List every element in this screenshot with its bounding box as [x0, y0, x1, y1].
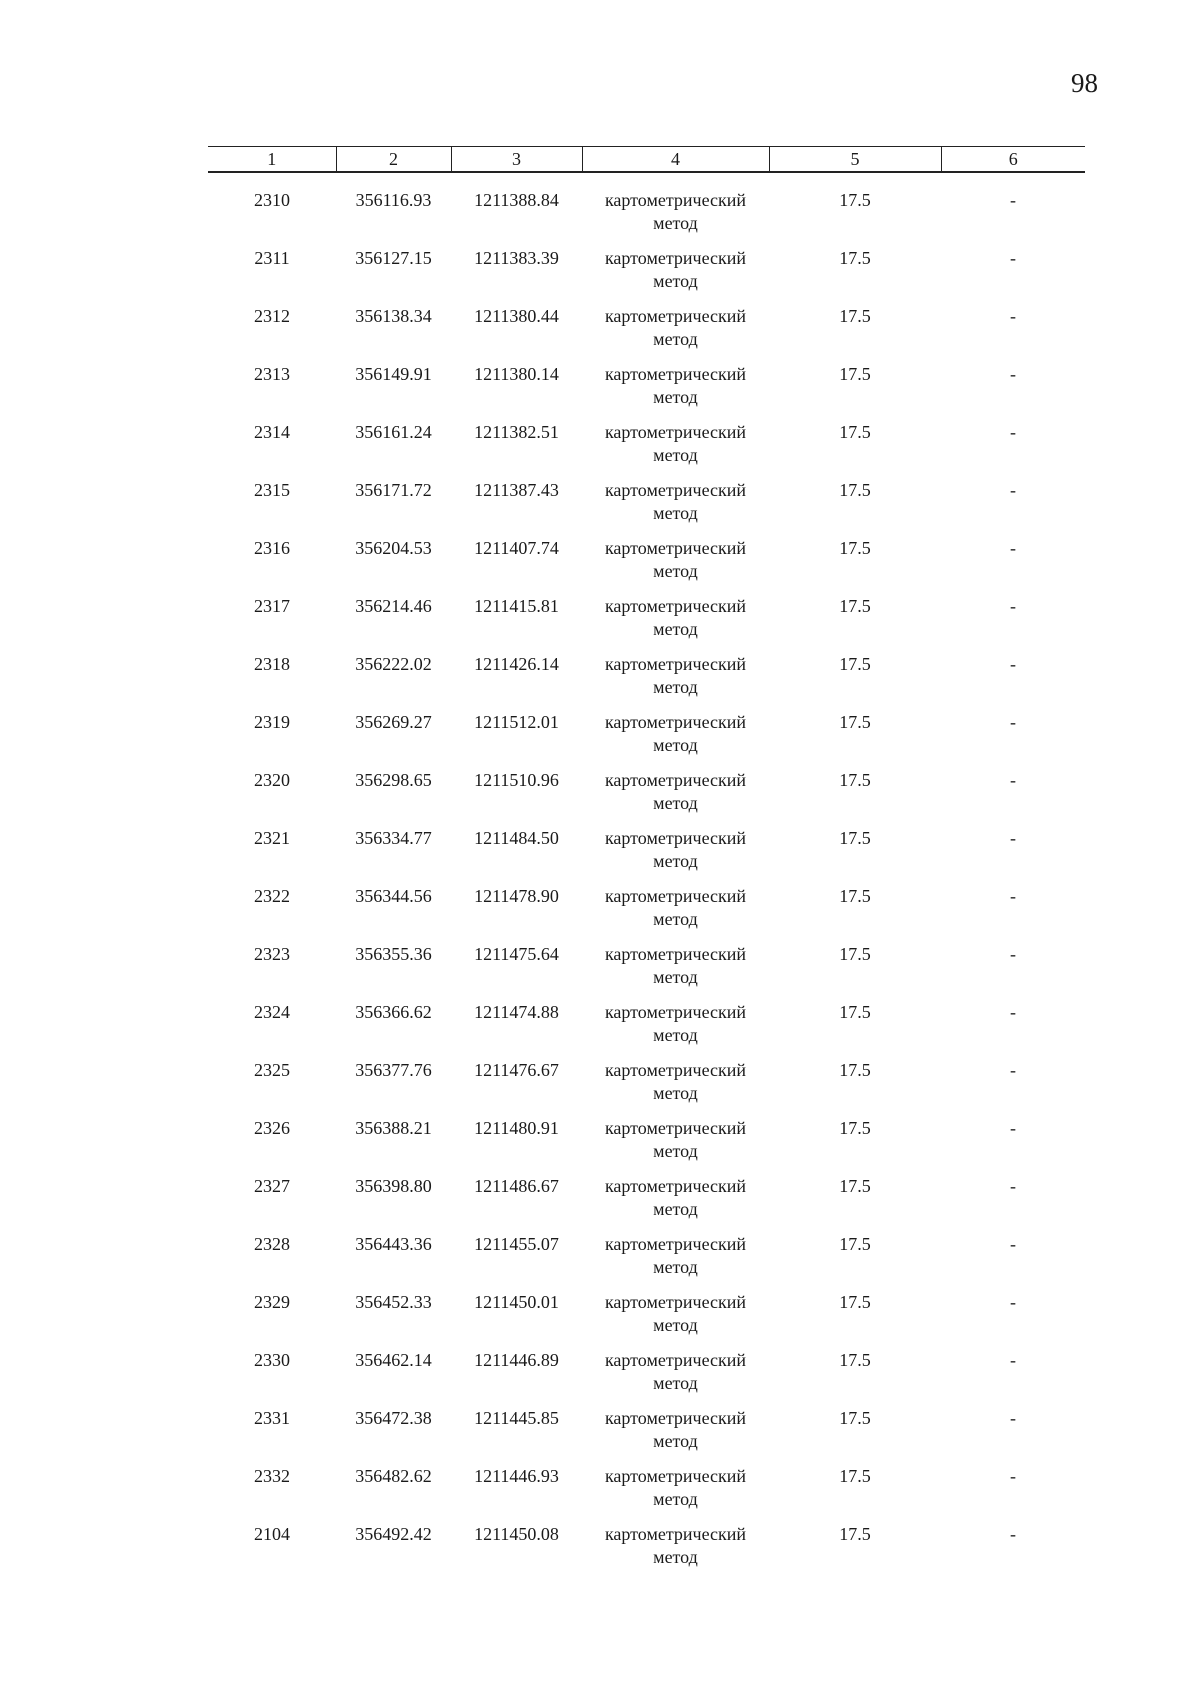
table-row [208, 1001, 1085, 1059]
method-line-1: картометрический [604, 1002, 747, 1022]
method-cell [582, 1175, 769, 1233]
method-line-1: картометрический [604, 190, 747, 210]
method-line-2: метод [653, 793, 698, 813]
x-coordinate-cell: 356482.62 [355, 1466, 432, 1486]
y-coordinate-cell: 1211455.07 [474, 1234, 559, 1254]
coordinates-table [208, 146, 1085, 1581]
method-line-2: метод [653, 561, 698, 581]
method-line-2: метод [653, 213, 698, 233]
method-line-1: картометрический [604, 248, 747, 268]
method-line-2: метод [653, 329, 698, 349]
table-row [208, 247, 1085, 305]
method-line-1: картометрический [604, 886, 747, 906]
accuracy-cell: 17.5 [839, 944, 871, 964]
y-coordinate-cell: 1211478.90 [474, 886, 559, 906]
x-coordinate-cell: 356366.62 [355, 1002, 432, 1022]
table-row [208, 1523, 1085, 1581]
method-line-1: картометрический [604, 1292, 747, 1312]
note-cell: - [1010, 1234, 1016, 1254]
table-row [208, 1465, 1085, 1523]
table-row [208, 653, 1085, 711]
table-row [208, 943, 1085, 1001]
method-line-2: метод [653, 1431, 698, 1451]
point-id-cell: 2331 [254, 1408, 290, 1428]
point-id-cell: 2320 [254, 770, 290, 790]
method-line-2: метод [653, 271, 698, 291]
point-id-cell: 2319 [254, 712, 290, 732]
table-row [208, 421, 1085, 479]
y-coordinate-cell: 1211512.01 [474, 712, 559, 732]
x-coordinate-cell: 356344.56 [355, 886, 432, 906]
x-coordinate-cell: 356138.34 [355, 306, 432, 326]
y-coordinate-cell: 1211475.64 [474, 944, 559, 964]
accuracy-cell: 17.5 [839, 1234, 871, 1254]
accuracy-cell: 17.5 [839, 538, 871, 558]
point-id-cell: 2310 [254, 190, 290, 210]
y-coordinate-cell: 1211426.14 [474, 654, 559, 674]
method-cell [582, 305, 769, 363]
method-line-1: картометрический [604, 1350, 747, 1370]
method-line-1: картометрический [604, 1408, 747, 1428]
point-id-cell: 2323 [254, 944, 290, 964]
accuracy-cell: 17.5 [839, 654, 871, 674]
table-row [208, 479, 1085, 537]
table-row [208, 1291, 1085, 1349]
method-line-1: картометрический [604, 712, 747, 732]
x-coordinate-cell: 356204.53 [355, 538, 432, 558]
x-coordinate-cell: 356443.36 [355, 1234, 432, 1254]
method-cell [582, 1465, 769, 1523]
table-row [208, 711, 1085, 769]
accuracy-cell: 17.5 [839, 1292, 871, 1312]
method-cell [582, 1523, 769, 1581]
method-line-1: картометрический [604, 480, 747, 500]
note-cell: - [1010, 1002, 1016, 1022]
method-line-1: картометрический [604, 1118, 747, 1138]
x-coordinate-cell: 356127.15 [355, 248, 432, 268]
method-line-1: картометрический [604, 1234, 747, 1254]
x-coordinate-cell: 356377.76 [355, 1060, 432, 1080]
note-cell: - [1010, 1350, 1016, 1370]
accuracy-cell: 17.5 [839, 480, 871, 500]
table-row [208, 1059, 1085, 1117]
note-cell: - [1010, 1118, 1016, 1138]
table-header [208, 147, 1085, 173]
accuracy-cell: 17.5 [839, 1002, 871, 1022]
accuracy-cell: 17.5 [839, 886, 871, 906]
y-coordinate-cell: 1211450.08 [474, 1524, 559, 1544]
accuracy-cell: 17.5 [839, 770, 871, 790]
page-number: 98 [1071, 68, 1098, 98]
table-row [208, 305, 1085, 363]
y-coordinate-cell: 1211446.93 [474, 1466, 559, 1486]
method-line-1: картометрический [604, 422, 747, 442]
table-row [208, 885, 1085, 943]
method-line-2: метод [653, 619, 698, 639]
method-line-2: метод [653, 1547, 698, 1567]
x-coordinate-cell: 356214.46 [355, 596, 432, 616]
x-coordinate-cell: 356355.36 [355, 944, 432, 964]
header-row [208, 147, 1085, 173]
x-coordinate-cell: 356222.02 [355, 654, 432, 674]
point-id-cell: 2318 [254, 654, 290, 674]
point-id-cell: 2317 [254, 596, 290, 616]
accuracy-cell: 17.5 [839, 364, 871, 384]
method-line-2: метод [653, 1025, 698, 1045]
note-cell: - [1010, 886, 1016, 906]
method-cell [582, 1291, 769, 1349]
method-cell [582, 1001, 769, 1059]
method-cell [582, 247, 769, 305]
method-line-2: метод [653, 909, 698, 929]
accuracy-cell: 17.5 [839, 1466, 871, 1486]
method-line-1: картометрический [604, 1466, 747, 1486]
x-coordinate-cell: 356116.93 [355, 190, 432, 210]
point-id-cell: 2329 [254, 1292, 290, 1312]
method-cell [582, 172, 769, 247]
method-line-2: метод [653, 1373, 698, 1393]
coordinates-table-container [208, 146, 1085, 1581]
method-line-1: картометрический [604, 944, 747, 964]
note-cell: - [1010, 1176, 1016, 1196]
note-cell: - [1010, 306, 1016, 326]
y-coordinate-cell: 1211445.85 [474, 1408, 559, 1428]
table-row [208, 537, 1085, 595]
method-line-1: картометрический [604, 828, 747, 848]
method-line-2: метод [653, 735, 698, 755]
method-line-1: картометрический [604, 596, 747, 616]
note-cell: - [1010, 654, 1016, 674]
column-header-6: 6 [941, 147, 1085, 173]
column-header-5: 5 [769, 147, 941, 173]
point-id-cell: 2315 [254, 480, 290, 500]
method-cell [582, 537, 769, 595]
method-cell [582, 711, 769, 769]
method-line-2: метод [653, 677, 698, 697]
note-cell: - [1010, 248, 1016, 268]
note-cell: - [1010, 422, 1016, 442]
column-header-4: 4 [582, 147, 769, 173]
method-cell [582, 1349, 769, 1407]
x-coordinate-cell: 356298.65 [355, 770, 432, 790]
point-id-cell: 2328 [254, 1234, 290, 1254]
note-cell: - [1010, 538, 1016, 558]
table-row [208, 1117, 1085, 1175]
x-coordinate-cell: 356161.24 [355, 422, 432, 442]
point-id-cell: 2322 [254, 886, 290, 906]
method-line-1: картометрический [604, 1176, 747, 1196]
note-cell: - [1010, 944, 1016, 964]
method-cell [582, 1059, 769, 1117]
y-coordinate-cell: 1211450.01 [474, 1292, 559, 1312]
y-coordinate-cell: 1211474.88 [474, 1002, 559, 1022]
accuracy-cell: 17.5 [839, 1060, 871, 1080]
point-id-cell: 2326 [254, 1118, 290, 1138]
method-cell [582, 885, 769, 943]
accuracy-cell: 17.5 [839, 1524, 871, 1544]
point-id-cell: 2330 [254, 1350, 290, 1370]
method-cell [582, 479, 769, 537]
method-line-2: метод [653, 1141, 698, 1161]
note-cell: - [1010, 364, 1016, 384]
point-id-cell: 2104 [254, 1524, 290, 1544]
x-coordinate-cell: 356462.14 [355, 1350, 432, 1370]
table-row [208, 363, 1085, 421]
accuracy-cell: 17.5 [839, 828, 871, 848]
x-coordinate-cell: 356269.27 [355, 712, 432, 732]
method-line-1: картометрический [604, 364, 747, 384]
y-coordinate-cell: 1211382.51 [474, 422, 559, 442]
method-line-1: картометрический [604, 538, 747, 558]
note-cell: - [1010, 770, 1016, 790]
note-cell: - [1010, 596, 1016, 616]
accuracy-cell: 17.5 [839, 190, 871, 210]
method-cell [582, 769, 769, 827]
point-id-cell: 2311 [254, 248, 290, 268]
column-header-2: 2 [336, 147, 451, 173]
method-cell [582, 827, 769, 885]
method-line-2: метод [653, 503, 698, 523]
y-coordinate-cell: 1211486.67 [474, 1176, 559, 1196]
accuracy-cell: 17.5 [839, 306, 871, 326]
y-coordinate-cell: 1211380.14 [474, 364, 559, 384]
note-cell: - [1010, 480, 1016, 500]
x-coordinate-cell: 356388.21 [355, 1118, 432, 1138]
x-coordinate-cell: 356171.72 [355, 480, 432, 500]
accuracy-cell: 17.5 [839, 1350, 871, 1370]
table-row [208, 1175, 1085, 1233]
y-coordinate-cell: 1211380.44 [474, 306, 559, 326]
method-cell [582, 1233, 769, 1291]
x-coordinate-cell: 356452.33 [355, 1292, 432, 1312]
point-id-cell: 2313 [254, 364, 290, 384]
point-id-cell: 2314 [254, 422, 290, 442]
method-line-2: метод [653, 1315, 698, 1335]
note-cell: - [1010, 712, 1016, 732]
note-cell: - [1010, 1524, 1016, 1544]
method-cell [582, 363, 769, 421]
point-id-cell: 2316 [254, 538, 290, 558]
method-line-1: картометрический [604, 654, 747, 674]
column-header-1: 1 [208, 147, 336, 173]
x-coordinate-cell: 356149.91 [355, 364, 432, 384]
y-coordinate-cell: 1211415.81 [474, 596, 559, 616]
table-body [208, 172, 1085, 1581]
column-header-3: 3 [451, 147, 582, 173]
y-coordinate-cell: 1211480.91 [474, 1118, 559, 1138]
y-coordinate-cell: 1211484.50 [474, 828, 559, 848]
method-cell [582, 1407, 769, 1465]
point-id-cell: 2325 [254, 1060, 290, 1080]
method-line-2: метод [653, 1199, 698, 1219]
accuracy-cell: 17.5 [839, 712, 871, 732]
method-line-1: картометрический [604, 306, 747, 326]
point-id-cell: 2327 [254, 1176, 290, 1196]
note-cell: - [1010, 1408, 1016, 1428]
table-row [208, 827, 1085, 885]
note-cell: - [1010, 1060, 1016, 1080]
accuracy-cell: 17.5 [839, 422, 871, 442]
x-coordinate-cell: 356492.42 [355, 1524, 432, 1544]
method-line-2: метод [653, 445, 698, 465]
method-line-2: метод [653, 387, 698, 407]
point-id-cell: 2324 [254, 1002, 290, 1022]
accuracy-cell: 17.5 [839, 596, 871, 616]
method-cell [582, 1117, 769, 1175]
note-cell: - [1010, 828, 1016, 848]
method-line-1: картометрический [604, 1524, 747, 1544]
y-coordinate-cell: 1211383.39 [474, 248, 559, 268]
table-row [208, 172, 1085, 247]
x-coordinate-cell: 356472.38 [355, 1408, 432, 1428]
method-line-2: метод [653, 1083, 698, 1103]
note-cell: - [1010, 1466, 1016, 1486]
method-line-1: картометрический [604, 1060, 747, 1080]
method-cell [582, 943, 769, 1001]
point-id-cell: 2321 [254, 828, 290, 848]
method-line-2: метод [653, 851, 698, 871]
x-coordinate-cell: 356334.77 [355, 828, 432, 848]
note-cell: - [1010, 190, 1016, 210]
y-coordinate-cell: 1211510.96 [474, 770, 559, 790]
accuracy-cell: 17.5 [839, 1408, 871, 1428]
note-cell: - [1010, 1292, 1016, 1312]
x-coordinate-cell: 356398.80 [355, 1176, 432, 1196]
y-coordinate-cell: 1211388.84 [474, 190, 559, 210]
table-row [208, 1349, 1085, 1407]
accuracy-cell: 17.5 [839, 1118, 871, 1138]
accuracy-cell: 17.5 [839, 1176, 871, 1196]
method-cell [582, 421, 769, 479]
method-line-2: метод [653, 1257, 698, 1277]
table-row [208, 1233, 1085, 1291]
method-line-2: метод [653, 967, 698, 987]
method-line-2: метод [653, 1489, 698, 1509]
method-cell [582, 653, 769, 711]
table-row [208, 595, 1085, 653]
point-id-cell: 2312 [254, 306, 290, 326]
y-coordinate-cell: 1211387.43 [474, 480, 559, 500]
point-id-cell: 2332 [254, 1466, 290, 1486]
y-coordinate-cell: 1211407.74 [474, 538, 559, 558]
table-row [208, 769, 1085, 827]
method-cell [582, 595, 769, 653]
method-line-1: картометрический [604, 770, 747, 790]
accuracy-cell: 17.5 [839, 248, 871, 268]
y-coordinate-cell: 1211476.67 [474, 1060, 559, 1080]
y-coordinate-cell: 1211446.89 [474, 1350, 559, 1370]
table-row [208, 1407, 1085, 1465]
